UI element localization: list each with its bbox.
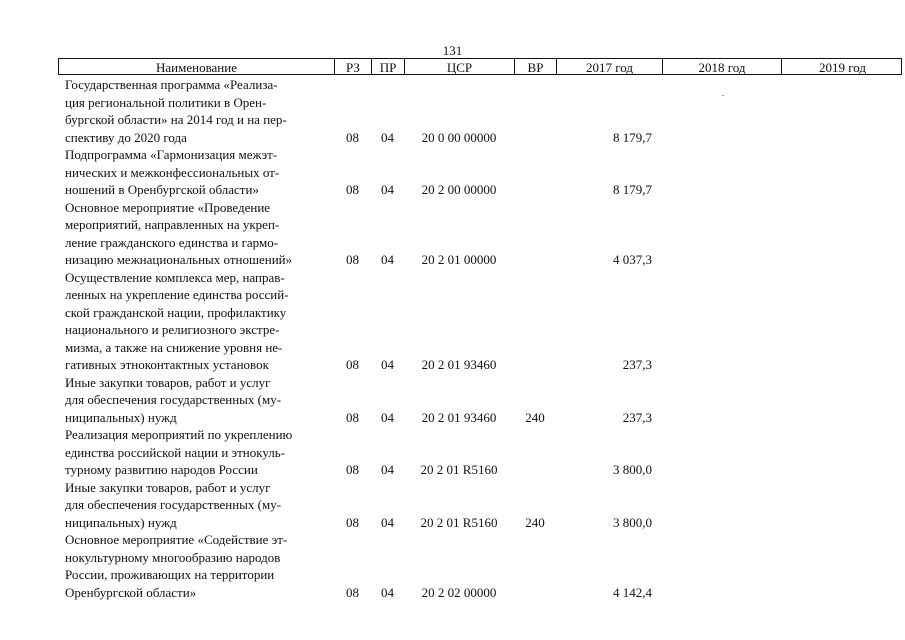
row-name-line: ление гражданского единства и гармо- [65, 234, 279, 250]
row-2019 [781, 584, 892, 602]
row-rz: 08 [346, 409, 359, 425]
row-pr: 04 [381, 409, 394, 425]
row-vr [514, 461, 556, 479]
header-2019: 2019 год [819, 60, 866, 75]
row-csr: 20 2 00 00000 [421, 182, 497, 197]
row-name [58, 426, 334, 479]
row-csr: 20 2 01 00000 [421, 252, 497, 267]
row-2018 [662, 251, 771, 269]
row-2017: 4 037,3 [613, 252, 652, 267]
row-2017: 8 179,7 [613, 129, 652, 145]
row-name [58, 374, 334, 427]
row-name-line: Реализация мероприятий по укреплению [65, 427, 293, 442]
row-2019 [781, 181, 892, 199]
row-name-line: турному развитию народов России [65, 462, 258, 477]
table-row [58, 426, 902, 479]
row-name-line: Иные закупки товаров, работ и услуг [65, 479, 271, 495]
header-pr: ПР [372, 59, 405, 74]
row-rz: 08 [346, 514, 359, 530]
row-name-line: Осуществление комплекса мер, направ- [65, 269, 285, 285]
row-2019 [781, 356, 892, 374]
row-pr: 04 [381, 462, 394, 477]
row-2018 [662, 514, 771, 532]
row-name-line: Иные закупки товаров, работ и услуг [65, 374, 271, 390]
header-vr: ВР [515, 59, 557, 74]
row-name-line: для обеспечения государственных (му- [65, 392, 282, 407]
row-2018 [662, 129, 771, 147]
table-row [58, 199, 902, 269]
row-name-line: России, проживающих на территории [65, 567, 275, 582]
row-csr: 20 2 01 93460 [421, 409, 497, 425]
row-2019 [781, 461, 892, 479]
row-2018 [662, 356, 771, 374]
row-2019 [781, 129, 892, 147]
row-csr: 20 2 02 00000 [421, 584, 497, 600]
row-pr: 04 [381, 129, 394, 145]
header-2018: 2018 год [663, 59, 782, 74]
row-name-line: Государственная программа «Реализа- [65, 77, 278, 92]
row-name [58, 76, 334, 146]
row-vr: 240 [525, 409, 545, 425]
header-rz: РЗ [335, 59, 372, 74]
row-vr: 240 [525, 514, 545, 530]
row-pr: 04 [381, 252, 394, 267]
row-vr [514, 356, 556, 374]
row-2018 [662, 584, 771, 602]
row-name-line: мероприятий, направленных на укреп- [65, 217, 280, 232]
row-name-line: Основное мероприятие «Содействие эт- [65, 532, 288, 547]
row-name-line: национального и религиозного экстре- [65, 322, 280, 337]
row-name-line: для обеспечения государственных (му- [65, 497, 282, 512]
row-name-line: низацию межнациональных отношений» [65, 252, 293, 267]
row-name-line: бургской области» на 2014 год и на пер- [65, 112, 287, 127]
row-name-line: нокультурному многообразию народов [65, 549, 281, 565]
row-2017: 237,3 [622, 357, 652, 372]
row-name-line: ношений в Оренбургской области» [65, 182, 259, 197]
row-vr [514, 251, 556, 269]
table-row [58, 531, 902, 601]
header-2017: 2017 год [557, 59, 663, 74]
row-name-line: ленных на укрепление единства россий- [65, 287, 289, 302]
header-csr: ЦСР [405, 59, 515, 74]
row-name [58, 531, 334, 601]
table-row [58, 479, 902, 532]
row-pr: 04 [381, 514, 394, 530]
table-row [58, 146, 902, 199]
row-rz: 08 [346, 357, 359, 372]
row-rz: 08 [346, 182, 359, 197]
row-name [58, 146, 334, 199]
row-pr: 04 [381, 182, 394, 197]
row-2017: 237,3 [622, 409, 652, 425]
row-pr: 04 [381, 357, 394, 372]
row-vr [514, 129, 556, 147]
row-rz: 08 [346, 462, 359, 477]
row-2018 [662, 409, 771, 427]
row-vr [514, 584, 556, 602]
row-name [58, 199, 334, 269]
row-name-line: ниципальных) нужд [65, 409, 177, 425]
row-2017: 4 142,4 [613, 584, 652, 600]
row-name-line: Подпрограмма «Гармонизация межэт- [65, 147, 278, 162]
row-2018 [662, 181, 771, 199]
page-number: 131 [442, 43, 463, 58]
row-2019 [781, 251, 892, 269]
row-name-line: спективу до 2020 года [65, 129, 187, 145]
row-name-line: мизма, а также на снижение уровня не- [65, 339, 283, 355]
header-name: Наименование [59, 59, 335, 74]
row-name-line: гативных этноконтактных установок [65, 357, 269, 372]
row-name [58, 269, 334, 374]
row-csr: 20 2 01 93460 [421, 357, 497, 372]
row-vr [514, 181, 556, 199]
row-name-line: Оренбургской области» [65, 584, 197, 600]
row-name-line: единства российской нации и этнокуль- [65, 444, 286, 460]
row-2019 [781, 409, 892, 427]
row-csr: 20 0 00 00000 [421, 129, 497, 145]
row-name-line: нических и межконфессиональных от- [65, 164, 280, 180]
row-2017: 3 800,0 [613, 462, 652, 477]
row-rz: 08 [346, 129, 359, 145]
row-csr: 20 2 01 R5160 [420, 462, 498, 477]
table-row [58, 76, 902, 146]
row-2017: 3 800,0 [613, 514, 652, 530]
row-2019 [781, 514, 892, 532]
row-name-line: ниципальных) нужд [65, 514, 177, 530]
table-row [58, 374, 902, 427]
row-name-line: ской гражданской нации, профилактику [65, 304, 287, 320]
row-name-line: Основное мероприятие «Проведение [65, 199, 271, 215]
row-name [58, 479, 334, 532]
row-name-line: ция региональной политики в Орен- [65, 94, 267, 110]
row-csr: 20 2 01 R5160 [420, 514, 498, 530]
table-body [58, 76, 902, 601]
table-row [58, 269, 902, 374]
row-pr: 04 [381, 584, 394, 600]
row-2017: 8 179,7 [613, 182, 652, 197]
row-rz: 08 [346, 252, 359, 267]
row-2018 [662, 461, 771, 479]
row-rz: 08 [346, 584, 359, 600]
table-header [58, 58, 902, 75]
